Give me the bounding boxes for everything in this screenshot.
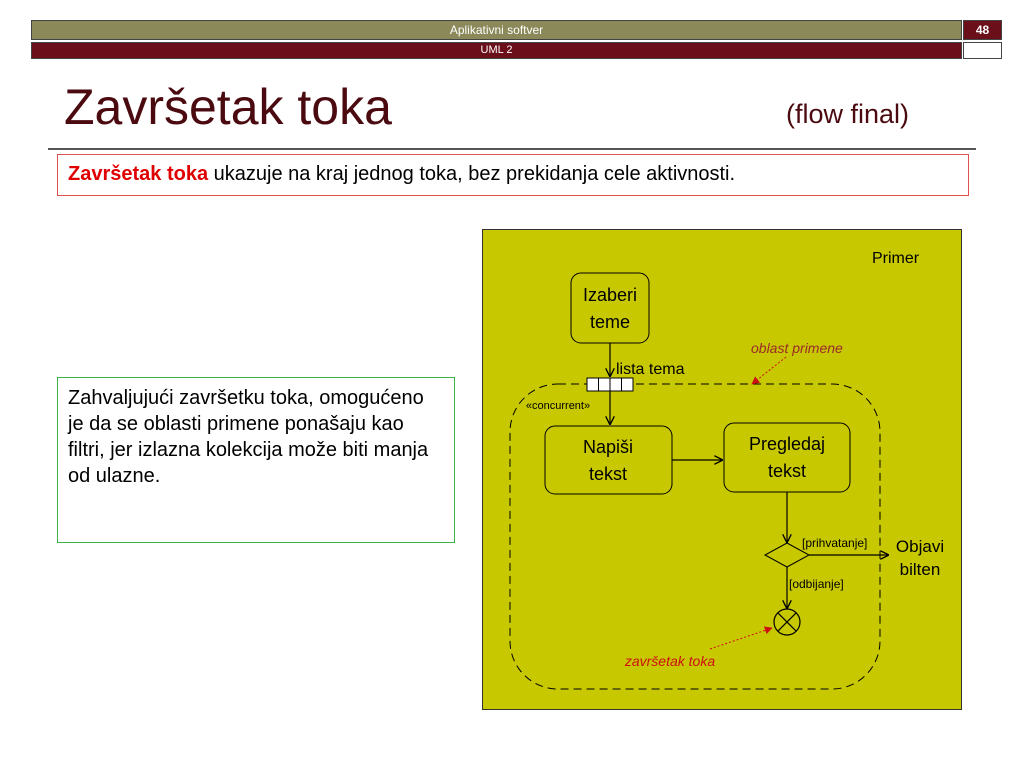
action-write-line1: Napiši bbox=[582, 437, 634, 457]
output-line1: Objavi bbox=[895, 537, 945, 556]
definition-box bbox=[57, 154, 969, 196]
output-line2: bilten bbox=[899, 560, 941, 579]
frame-label: Primer bbox=[872, 250, 920, 267]
region-label: oblast primene bbox=[751, 340, 843, 356]
activity-diagram bbox=[482, 229, 962, 710]
subheader-bar bbox=[31, 42, 1002, 60]
action-write-line2: tekst bbox=[588, 464, 628, 484]
action-select-line1: Izaberi bbox=[582, 285, 638, 305]
flow-final-node bbox=[774, 609, 800, 635]
header-bar bbox=[31, 20, 1002, 42]
definition-term: Završetak toka bbox=[68, 163, 209, 185]
action-select-line2: teme bbox=[589, 312, 631, 332]
note-box: Zahvaljujući završetku toka, omogućeno je da se oblasti primene ponašaju kao filtri, jer izlazna kolekcija može biti manja od ulazne. bbox=[57, 377, 455, 543]
definition-text: ukazuje na kraj jednog toka, bez prekidanja cele aktivnosti. bbox=[208, 163, 736, 185]
stereotype-label: «concurrent» bbox=[525, 400, 591, 412]
input-pin bbox=[587, 378, 633, 391]
page-number: 48 bbox=[963, 20, 1002, 40]
header-empty-cell bbox=[963, 42, 1002, 59]
action-review-line2: tekst bbox=[767, 461, 807, 481]
pin-label: lista tema bbox=[616, 361, 685, 378]
action-review-line1: Pregledaj bbox=[748, 434, 826, 454]
guard-reject: [odbijanje] bbox=[789, 577, 844, 591]
slide-title: Završetak toka bbox=[64, 79, 392, 135]
action-select-topics bbox=[571, 273, 649, 343]
slide-subtitle: (flow final) bbox=[786, 99, 910, 129]
section-title: UML 2 bbox=[31, 42, 962, 59]
title-divider bbox=[48, 148, 976, 150]
course-title: Aplikativni softver bbox=[31, 20, 962, 40]
flow-final-label: završetak toka bbox=[624, 653, 716, 669]
guard-accept: [prihvatanje] bbox=[802, 536, 868, 550]
